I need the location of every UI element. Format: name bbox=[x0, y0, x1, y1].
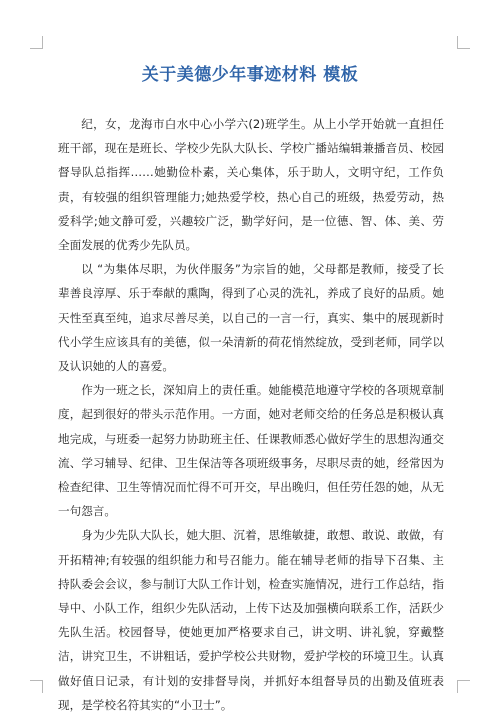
page-corner-mark-top-right bbox=[457, 36, 470, 49]
body-paragraph-4: 身为少先队大队长，她大胆、沉着，思维敏捷，敢想、敢说、敢做，有开拓精神;有较强的组织能力和号召能力。能在辅导老师的指导下召集、主持队委会会议，参与制订大队工作计划，检查实施情况，进行工作总结，指导中、小队工作，组织少先队活动，上传下达及加强横向联系工作，活跃少先队生活。校园督导，使她更加严格要求自己，讲文明、讲礼貌，穿戴整洁，讲究卫生，不讲粗话，爱护学校公共财物，爱护学校的环境卫生。认真做好值日记录，有计划的安排督导岗，并抓好本组督导员的出勤及值班表现，是学校名符其实的“小卫士”。 bbox=[58, 528, 444, 712]
body-paragraph-1: 纪，女，龙海市白水中心小学六(2)班学生。从上小学开始就一直担任班干部，现在是班长、学校少先队大队长、学校广播站编辑兼播音员、校园督导队总指挥……她勤俭朴素，关心集体，乐于助人，文明守纪，工作负责，有较强的组织管理能力;她热爱学校，热心自己的班级，热爱劳动，热爱科学;她文静可爱，兴趣较广泛，勤学好问，是一位德、智、体、美、劳全面发展的优秀少先队员。 bbox=[58, 117, 444, 253]
page-corner-mark-bottom-right bbox=[457, 680, 470, 693]
body-paragraph-3: 作为一班之长，深知肩上的责任重。她能模范地遵守学校的各项规章制度，起到很好的带头示范作用。一方面，她对老师交给的任务总是积极认真地完成，与班委一起努力协助班主任、任课教师悉心做好学生的思想沟通交流、学习辅导、纪律、卫生保洁等各项班级事务，尽职尽责的她，经常因为检查纪律、卫生等情况而忙得不可开交，早出晚归，但任劳任怨的她，从无一句怨言。 bbox=[58, 383, 444, 519]
page-corner-mark-bottom-left bbox=[30, 680, 43, 693]
body-paragraph-2: 以 “为集体尽职，为伙伴服务”为宗旨的她，父母都是教师，接受了长辈善良淳厚、乐于奉献的熏陶，得到了心灵的洗礼，养成了良好的品质。她天性至真至纯，追求尽善尽美，以自己的一言一行，真实、集中的展现新时代小学生应该具有的美德，似一朵清新的荷花悄然绽放，受到老师，同学以及认识她的人的喜爱。 bbox=[58, 262, 444, 374]
document-body bbox=[58, 112, 444, 717]
document-title: 关于美德少年事迹材料 模板 bbox=[141, 65, 359, 85]
page-corner-mark-top-left bbox=[30, 36, 43, 49]
